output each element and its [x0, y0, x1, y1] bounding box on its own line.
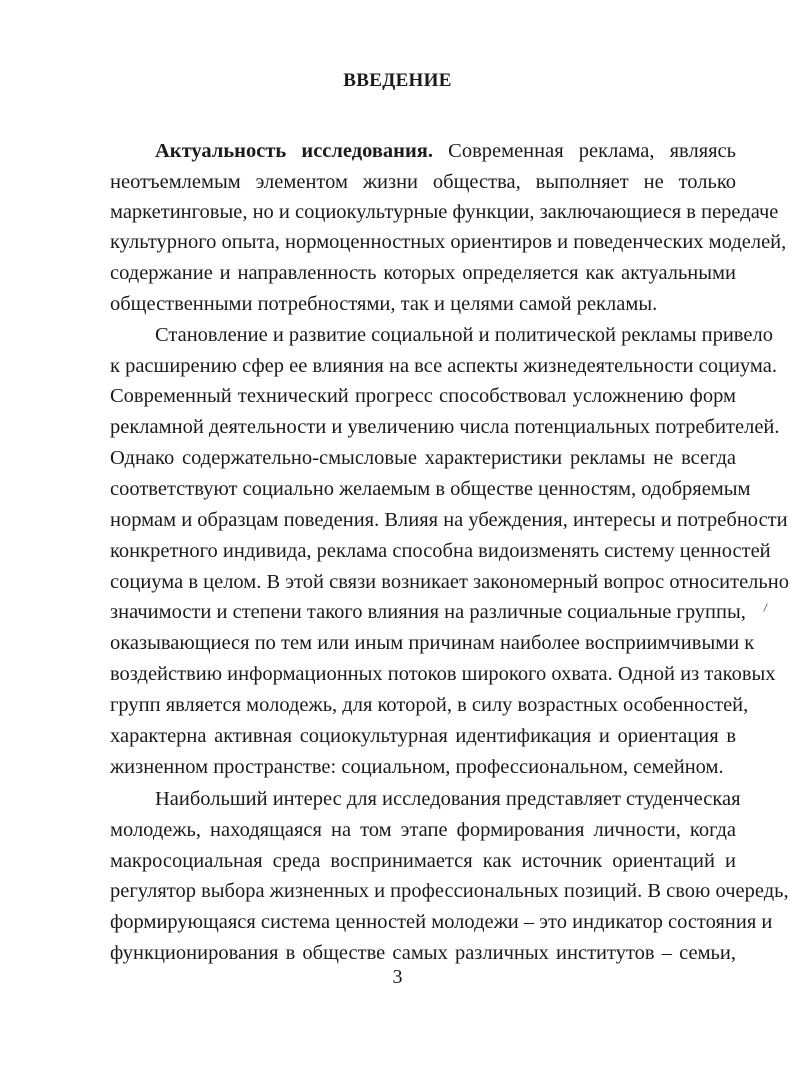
text-line-7: Становление и развитие социальной и политической рекламы привело	[155, 324, 773, 346]
text-line-25: регулятор выбора жизненных и профессиональных позиций. В свою очередь,	[110, 880, 789, 902]
text-line-3: маркетинговые, но и социокультурные функции, заключающиеся в передаче	[110, 201, 779, 223]
text-line-12: соответствуют социально желаемым в обществе ценностям, одобряемым	[110, 478, 751, 500]
text-line-4: культурного опыта, нормоценностных ориентиров и поведенческих моделей,	[110, 231, 787, 253]
page-number: 3	[392, 966, 403, 988]
text-line-9: Современный технический прогресс способствовал усложнению форм	[110, 385, 736, 407]
text-line-24: макросоциальная среда воспринимается как источник ориентаций и	[110, 850, 736, 872]
text-line-2: неотъемлемым элементом жизни общества, выполняет не только	[110, 171, 736, 193]
lead-bold-phrase: Актуальность исследования.	[155, 140, 433, 162]
text-line-11: Однако содержательно-смысловые характеристики рекламы не всегда	[110, 447, 736, 469]
page-title: ВВЕДЕНИЕ	[343, 70, 452, 91]
text-line-10: рекламной деятельности и увеличению числа потенциальных потребителей.	[110, 416, 780, 438]
text-line-5: содержание и направленность которых определяется как актуальными	[110, 262, 736, 284]
text-line-15: социума в целом. В этой связи возникает закономерный вопрос относительно	[110, 571, 789, 593]
text-line-23: молодежь, находящаяся на том этапе формирования личности, когда	[110, 819, 736, 841]
text-line-1: Актуальность исследования. Современная реклама, являясь	[155, 140, 737, 162]
text-line-14: конкретного индивида, реклама способна видоизменять систему ценностей	[110, 540, 771, 562]
text-line-19: групп является молодежь, для которой, в силу возрастных особенностей,	[110, 694, 749, 716]
text-line-6: общественными потребностями, так и целями самой рекламы.	[110, 293, 658, 315]
text-line-17: оказывающиеся по тем или иным причинам наиболее восприимчивыми к	[110, 632, 755, 654]
text-line-8: к расширению сфер ее влияния на все аспекты жизнедеятельности социума.	[110, 355, 777, 377]
text-line-21: жизненном пространстве: социальном, профессиональном, семейном.	[110, 756, 724, 778]
text-line-22: Наибольший интерес для исследования представляет студенческая	[155, 788, 741, 810]
text-line-26: формирующаяся система ценностей молодежи – это индикатор состояния и	[110, 911, 773, 933]
text-line-27: функционирования в обществе самых различных институтов – семьи,	[110, 942, 736, 964]
scan-mark	[763, 603, 768, 612]
text-line-18: воздействию информационных потоков широкого охвата. Одной из таковых	[110, 663, 776, 685]
text-line-16: значимости и степени такого влияния на различные социальные группы,	[110, 601, 746, 623]
text-line-20: характерна активная социокультурная идентификация и ориентация в	[110, 725, 736, 747]
text-line-13: нормам и образцам поведения. Влияя на убеждения, интересы и потребности	[110, 509, 788, 531]
